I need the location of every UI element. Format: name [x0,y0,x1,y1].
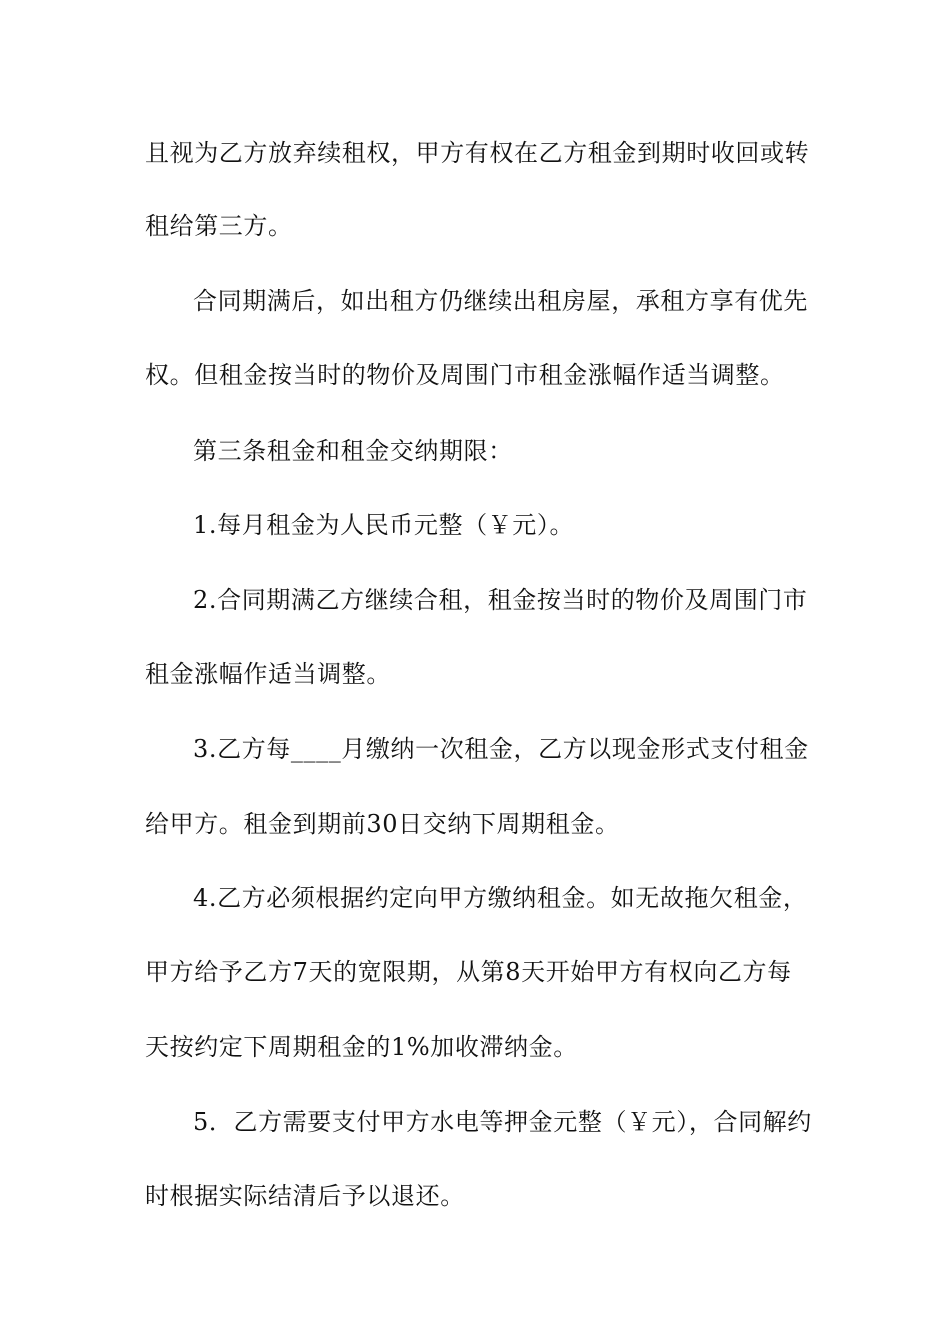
text-line-9: 3.乙方每____月缴纳一次租金，乙方以现金形式支付租金 [193,735,809,763]
text-line-13: 天按约定下周期租金的1%加收滞纳金。 [145,1033,578,1061]
text-line-10: 给甲方。租金到期前30日交纳下周期租金。 [145,810,620,838]
text-line-3: 合同期满后，如出租方仍继续出租房屋，承租方享有优先 [193,287,808,315]
text-line-6: 1.每月租金为人民币元整（￥元）。 [193,511,575,539]
text-line-2: 租给第三方。 [145,212,293,240]
text-line-14: 5．乙方需要支付甲方水电等押金元整（￥元），合同解约 [193,1108,812,1136]
text-line-12: 甲方给予乙方7天的宽限期，从第8天开始甲方有权向乙方每 [145,958,792,986]
text-line-4: 权。但租金按当时的物价及周围门市租金涨幅作适当调整。 [145,361,785,389]
text-line-11: 4.乙方必须根据约定向甲方缴纳租金。如无故拖欠租金， [193,884,808,912]
text-line-7: 2.合同期满乙方继续合租，租金按当时的物价及周围门市 [193,586,808,614]
text-line-1: 且视为乙方放弃续租权，甲方有权在乙方租金到期时收回或转 [145,139,810,167]
section-heading: 第三条租金和租金交纳期限： [193,437,513,465]
text-line-8: 租金涨幅作适当调整。 [145,660,391,688]
text-line-15: 时根据实际结清后予以退还。 [145,1182,465,1210]
